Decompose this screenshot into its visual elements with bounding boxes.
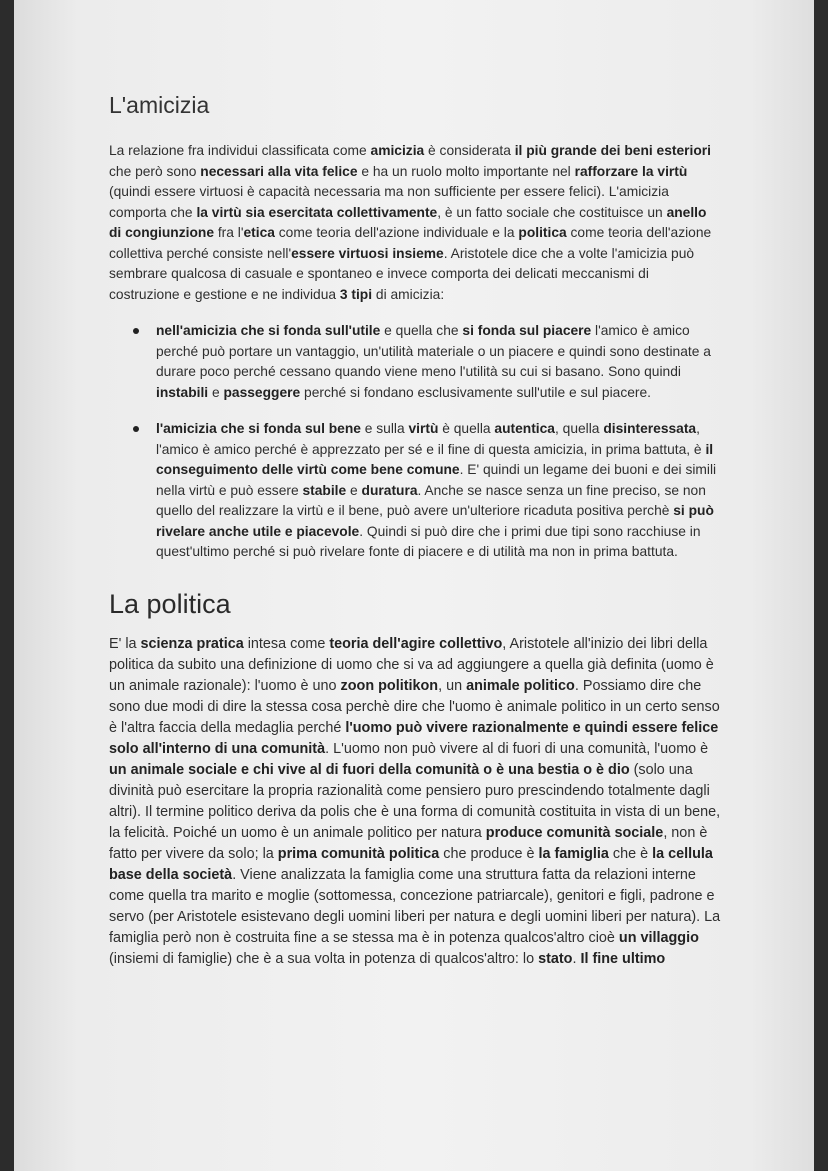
text-run: che però sono bbox=[109, 163, 201, 179]
text-run: (quindi essere virtuosi è capacità necessaria ma non sufficiente per essere felici). L'amicizia comporta che bbox=[109, 184, 669, 220]
bold-text: anello di congiunzione bbox=[109, 204, 707, 240]
list-item bbox=[109, 419, 721, 563]
list-item-text bbox=[156, 323, 711, 400]
bold-text: Il fine ultimo bbox=[580, 950, 666, 967]
bold-text: l'amicizia che si fonda sul bene bbox=[156, 421, 361, 436]
text-run: . Anche se nasce senza un fine preciso, se non quello del realizzare la virtù e il bene, può avere un'ulteriore ricaduta positiva perchè bbox=[156, 482, 706, 518]
text-run: l'amico è amico perché può portare un vantaggio, un'utilità materiale o un piacere e quindi sono destinate a durare poco perché cessano quando viene meno l'utilità su cui si basano. Sono quindi bbox=[156, 323, 711, 379]
bold-text: la cellula base della società bbox=[109, 845, 713, 883]
bold-text: produce comunità sociale bbox=[485, 824, 664, 841]
text-run: è considerata bbox=[424, 143, 515, 158]
bold-text: passeggere bbox=[223, 384, 301, 400]
intro-paragraph bbox=[109, 141, 721, 305]
bullet-icon bbox=[133, 328, 139, 334]
bold-text: l'uomo può vivere razionalmente e quindi essere felice solo all'interno di una comunità bbox=[109, 719, 719, 757]
text-run: . Quindi si può dire che i primi due tipi sono racchiuse in quest'ultimo perché si può rivelare fonte di piacere e di utilità ma non in prima battuta. bbox=[156, 523, 701, 559]
text-run: . Possiamo dire che sono due modi di dire la stessa cosa perchè dire che l'uomo è animale politico in un certo senso è l'altra faccia della medaglia perché bbox=[109, 677, 720, 736]
text-run: di amicizia: bbox=[372, 286, 445, 302]
text-run: perché si fondano esclusivamente sull'utile e sul piacere. bbox=[300, 384, 652, 400]
bold-text: virtù bbox=[408, 421, 439, 436]
bold-text: si fonda sul piacere bbox=[462, 323, 592, 338]
text-run: e quella che bbox=[380, 323, 463, 338]
text-run: , Aristotele all'inizio dei libri della politica da subito una definizione di uomo che si va ad aggiungere a quella già definita (uomo è un animale razionale): l'uomo è uno bbox=[109, 635, 714, 694]
bold-text: autentica bbox=[494, 421, 555, 436]
text-run: . Viene analizzata la famiglia come una struttura fatta da relazioni interne come quella tra marito e moglie (sottomessa, concezione patriarcale), genitori e figli, padrone e servo (per Aristotele esistevano degli uomini liberi per natura e degli uomini liberi per natura). La famiglia però non è costruita fine a se stessa ma è in potenza qualcos'altro cioè bbox=[109, 866, 721, 946]
bold-text: animale politico bbox=[466, 677, 575, 694]
bold-text: il più grande dei beni esteriori bbox=[514, 143, 711, 158]
bold-text: instabili bbox=[156, 384, 209, 400]
text-run: è quella bbox=[438, 421, 495, 436]
bold-text: politica bbox=[518, 225, 567, 240]
text-run: . L'uomo non può vivere al di fuori di una comunità, l'uomo è bbox=[325, 740, 709, 757]
text-run: e bbox=[346, 482, 362, 498]
bold-text: scienza pratica bbox=[140, 635, 244, 652]
bold-text: si può rivelare anche utile e piacevole bbox=[156, 503, 714, 539]
text-run: La relazione fra individui classificata come bbox=[109, 143, 371, 158]
bold-text: disinteressata bbox=[603, 421, 697, 436]
bold-text: la famiglia bbox=[538, 845, 609, 862]
bold-text: la virtù sia esercitata collettivamente bbox=[196, 204, 438, 220]
section-title-politica: La politica bbox=[109, 588, 231, 619]
text-run: come teoria dell'azione individuale e la bbox=[274, 225, 519, 240]
text-run: che produce è bbox=[439, 845, 539, 862]
bold-text: il conseguimento delle virtù come bene comune bbox=[156, 441, 714, 477]
text-run: , l'amico è amico perché è apprezzato per sé e il fine di questa amicizia, in prima battuta, è bbox=[156, 421, 706, 457]
bold-text: un animale sociale e chi vive al di fuori della comunità o è una bestia o è dio bbox=[109, 761, 630, 778]
bold-text: un villaggio bbox=[618, 929, 699, 946]
page-content bbox=[109, 92, 721, 970]
politica-paragraph bbox=[109, 634, 721, 970]
friendship-types-list bbox=[109, 321, 721, 563]
text-run: , quella bbox=[554, 421, 604, 436]
bold-text: prima comunità politica bbox=[277, 845, 440, 862]
document-page bbox=[14, 0, 814, 1171]
bold-text: zoon politikon bbox=[340, 677, 439, 694]
bold-text: stato bbox=[538, 950, 573, 967]
bold-text: duratura bbox=[361, 482, 418, 498]
bold-text: essere virtuosi insieme bbox=[291, 245, 444, 261]
list-item bbox=[109, 321, 721, 403]
text-run: (insiemi di famiglie) che è a sua volta in potenza di qualcos'altro: lo bbox=[109, 950, 539, 967]
bold-text: necessari alla vita felice bbox=[200, 163, 358, 179]
text-run: . bbox=[572, 950, 581, 967]
bold-text: 3 tipi bbox=[339, 286, 373, 302]
section-title-amicizia: L'amicizia bbox=[109, 92, 210, 118]
bold-text: rafforzare la virtù bbox=[574, 163, 688, 179]
bold-text: etica bbox=[243, 225, 275, 240]
text-run: , un bbox=[438, 677, 467, 694]
bold-text: stabile bbox=[302, 482, 347, 498]
text-run: e bbox=[208, 384, 224, 400]
text-run: . Aristotele dice che a volte l'amicizia può sembrare qualcosa di casuale e spontaneo e invece comporta dei delicati meccanismi di costruzione e gestione e ne individua bbox=[109, 245, 695, 302]
list-item-text bbox=[156, 421, 716, 559]
text-run: come teoria dell'azione collettiva perché consiste nell' bbox=[109, 225, 712, 261]
bold-text: teoria dell'agire collettivo bbox=[329, 635, 503, 652]
text-run: (solo una divinità può esercitare la propria razionalità come pensiero puro prescindendo totalmente dagli altri). Il termine politico deriva da polis che è una forma di comunità costituita in vista di un bene, la felicità. Poiché un uomo è un animale politico per natura bbox=[109, 761, 721, 841]
text-run: . E' quindi un legame dei buoni e dei simili nella virtù e può essere bbox=[156, 462, 717, 498]
text-run: e ha un ruolo molto importante nel bbox=[357, 163, 575, 179]
text-run: fra l' bbox=[214, 225, 244, 240]
text-run: , è un fatto sociale che costituisce un bbox=[437, 204, 667, 220]
bold-text: amicizia bbox=[370, 143, 425, 158]
text-run: e sulla bbox=[360, 421, 409, 436]
bold-text: nell'amicizia che si fonda sull'utile bbox=[156, 323, 381, 338]
text-run: E' la bbox=[109, 635, 141, 652]
text-run: che è bbox=[608, 845, 653, 862]
text-run: , non è fatto per vivere da solo; la bbox=[109, 824, 708, 862]
bullet-icon bbox=[133, 426, 139, 432]
text-run: intesa come bbox=[243, 635, 330, 652]
